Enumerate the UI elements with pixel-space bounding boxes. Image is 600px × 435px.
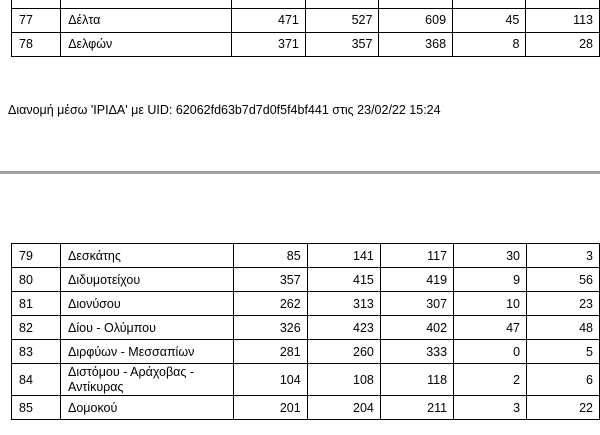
value-col-2: 423: [307, 316, 380, 340]
table-row: [12, 32, 600, 56]
distribution-footer-note: Διανομή μέσω 'ΙΡΙΔΑ' με UID: 62062fd63b7d7d0f5f4bf441 στις 23/02/22 15:24: [8, 103, 441, 117]
value-col-2: 527: [305, 8, 379, 32]
table-row: [12, 364, 600, 396]
value-col-2: 313: [307, 292, 380, 316]
municipality-name: Δεσκάτης: [61, 244, 234, 268]
row-id: 77: [12, 8, 61, 32]
row-id: 78: [12, 32, 61, 56]
row-id: 85: [12, 396, 61, 420]
value-col-5: 23: [527, 292, 600, 316]
value-col-3: 307: [380, 292, 453, 316]
value-col-1: 201: [234, 396, 307, 420]
table-row: [12, 292, 600, 316]
value-col-4: 2: [454, 364, 527, 396]
municipality-name: Διστόμου - Αράχοβας - Αντίκυρας: [61, 364, 234, 396]
row-id: 79: [12, 244, 61, 268]
value-col-4: 3: [454, 396, 527, 420]
value-col-5: 6: [527, 364, 600, 396]
municipality-name: Δομοκού: [61, 396, 234, 420]
row-id: 81: [12, 292, 61, 316]
table-row: [12, 8, 600, 32]
table-bottom: [11, 243, 600, 420]
value-col-3: 368: [379, 32, 453, 56]
row-id: 82: [12, 316, 61, 340]
municipality-name: Διονύσου: [61, 292, 234, 316]
value-col-3: 118: [380, 364, 453, 396]
value-col-2: 141: [307, 244, 380, 268]
value-col-3: 609: [379, 8, 453, 32]
municipality-name: Διρφύων - Μεσσαπίων: [61, 340, 234, 364]
value-col-3: 419: [380, 268, 453, 292]
value-col-5: 3: [527, 244, 600, 268]
value-col-1: 371: [232, 32, 306, 56]
value-col-4: 47: [454, 316, 527, 340]
value-col-4: 10: [454, 292, 527, 316]
value-col-5: 5: [527, 340, 600, 364]
value-col-4: 9: [454, 268, 527, 292]
value-col-2: 415: [307, 268, 380, 292]
value-col-3: 211: [380, 396, 453, 420]
value-col-2: 357: [305, 32, 379, 56]
value-col-4: 30: [454, 244, 527, 268]
value-col-1: 357: [234, 268, 307, 292]
value-col-4: 0: [454, 340, 527, 364]
value-col-4: 45: [453, 8, 526, 32]
value-col-5: 28: [526, 32, 600, 56]
value-col-1: 104: [234, 364, 307, 396]
table-row: [12, 340, 600, 364]
municipality-name: Δέλτα: [61, 8, 232, 32]
table-row: [12, 316, 600, 340]
value-col-4: 8: [453, 32, 526, 56]
table-row: [12, 268, 600, 292]
value-col-5: 56: [527, 268, 600, 292]
value-col-3: 333: [380, 340, 453, 364]
value-col-1: 85: [234, 244, 307, 268]
value-col-1: 326: [234, 316, 307, 340]
value-col-5: 113: [526, 8, 600, 32]
value-col-2: 204: [307, 396, 380, 420]
row-id: 84: [12, 364, 61, 396]
municipality-name: Δελφών: [61, 32, 232, 56]
value-col-1: 262: [234, 292, 307, 316]
value-col-1: 281: [234, 340, 307, 364]
value-col-2: 108: [307, 364, 380, 396]
municipality-name: Διδυμοτείχου: [61, 268, 234, 292]
table-top: [11, 0, 600, 57]
value-col-5: 48: [527, 316, 600, 340]
row-id: 83: [12, 340, 61, 364]
table-row-clipped: [12, 0, 600, 8]
table-row: [12, 244, 600, 268]
value-col-3: 117: [380, 244, 453, 268]
row-id: 80: [12, 268, 61, 292]
table-row: [12, 396, 600, 420]
page-break-divider: [0, 171, 600, 174]
value-col-3: 402: [380, 316, 453, 340]
value-col-5: 22: [527, 396, 600, 420]
value-col-2: 260: [307, 340, 380, 364]
municipality-name: Δίου - Ολύμπου: [61, 316, 234, 340]
value-col-1: 471: [232, 8, 306, 32]
